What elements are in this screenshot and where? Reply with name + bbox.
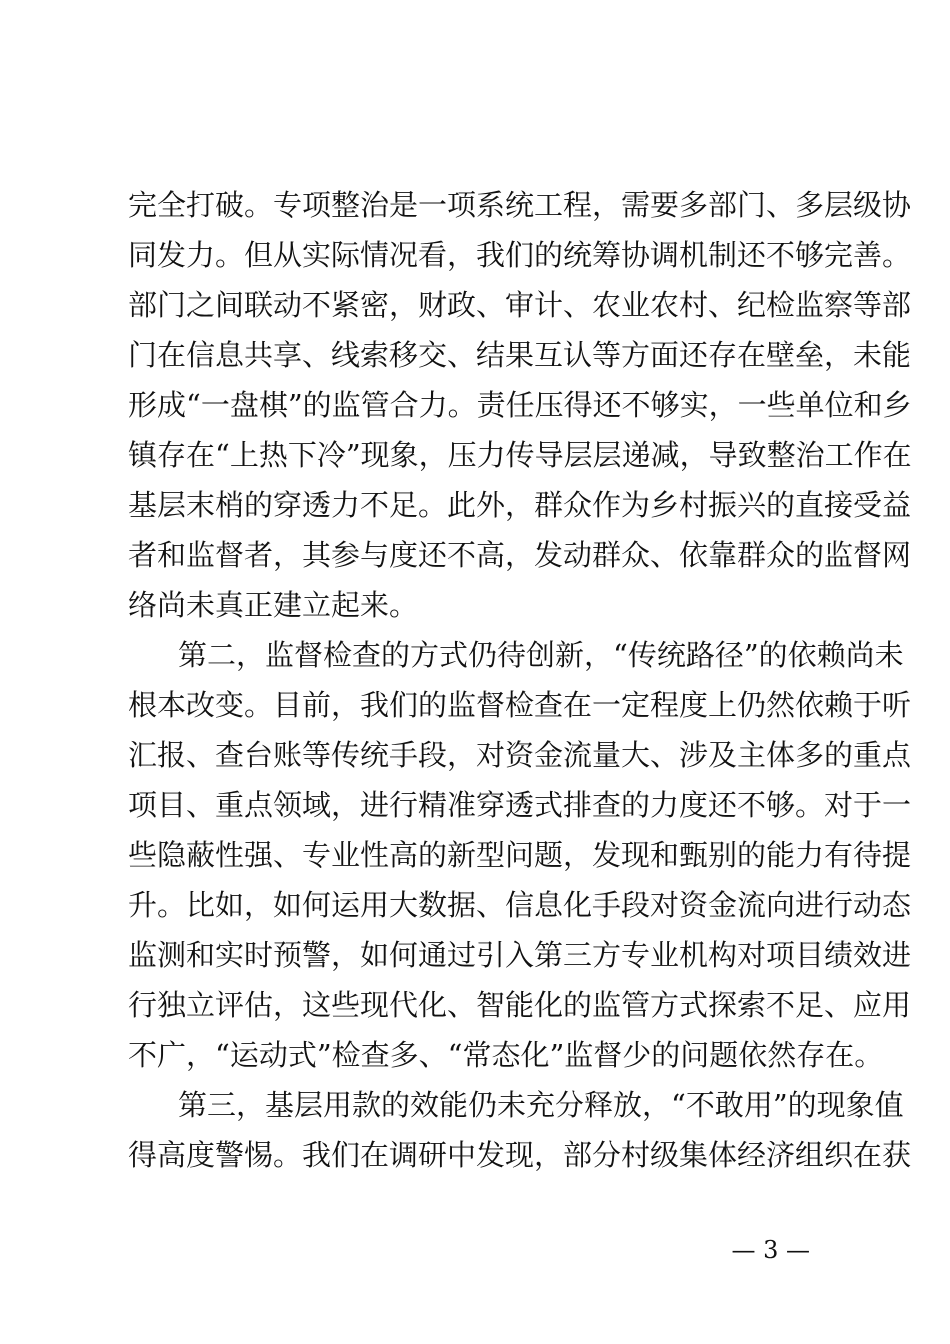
text-line: 得高度警惕。我们在调研中发现，部分村级集体经济组织在获	[128, 1138, 912, 1172]
text-line: 络尚未真正建立起来。	[128, 588, 419, 622]
text-line: 镇存在“上热下冷”现象，压力传导层层递减，导致整治工作在	[128, 438, 912, 472]
text-line: 基层末梢的穿透力不足。此外，群众作为乡村振兴的直接受益	[128, 488, 912, 522]
text-line: 行独立评估，这些现代化、智能化的监管方式探索不足、应用	[128, 988, 912, 1022]
text-line: 升。比如，如何运用大数据、信息化手段对资金流向进行动态	[128, 888, 912, 922]
text-line: 者和监督者，其参与度还不高，发动群众、依靠群众的监督网	[128, 538, 912, 572]
text-line: 汇报、查台账等传统手段，对资金流量大、涉及主体多的重点	[128, 738, 912, 772]
text-line: 些隐蔽性强、专业性高的新型问题，发现和甄别的能力有待提	[128, 838, 912, 872]
text-line: 不广，“运动式”检查多、“常态化”监督少的问题依然存在。	[128, 1038, 884, 1072]
text-line: 根本改变。目前，我们的监督检查在一定程度上仍然依赖于听	[128, 688, 912, 722]
text-line: 同发力。但从实际情况看，我们的统筹协调机制还不够完善。	[128, 238, 912, 272]
paragraph-first-line: 第三，基层用款的效能仍未充分释放，“不敢用”的现象值	[178, 1088, 904, 1122]
text-line: 部门之间联动不紧密，财政、审计、农业农村、纪检监察等部	[128, 288, 912, 322]
text-line: 完全打破。专项整治是一项系统工程，需要多部门、多层级协	[128, 188, 912, 222]
text-line: 监测和实时预警，如何通过引入第三方专业机构对项目绩效进	[128, 938, 912, 972]
page-number: — 3 —	[731, 1236, 810, 1264]
text-line: 门在信息共享、线索移交、结果互认等方面还存在壁垒，未能	[128, 338, 912, 372]
text-line: 形成“一盘棋”的监管合力。责任压得还不够实，一些单位和乡	[128, 388, 912, 422]
paragraph-first-line: 第二，监督检查的方式仍待创新，“传统路径”的依赖尚未	[178, 638, 904, 672]
text-line: 项目、重点领域，进行精准穿透式排查的力度还不够。对于一	[128, 788, 912, 822]
